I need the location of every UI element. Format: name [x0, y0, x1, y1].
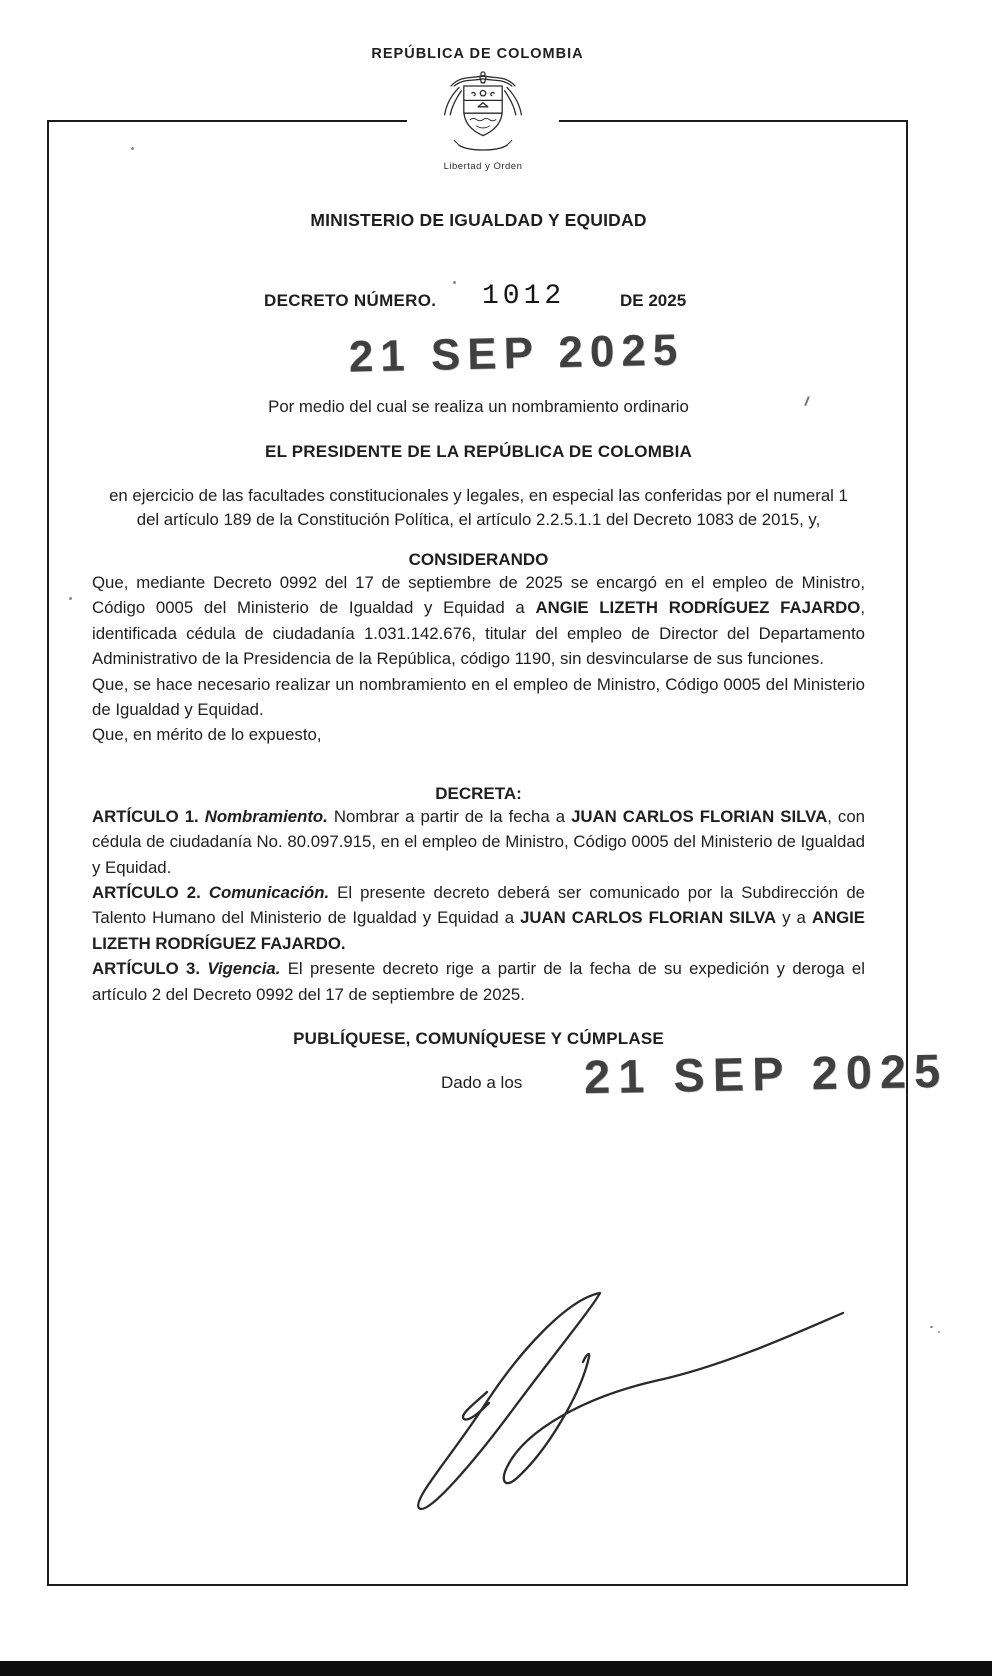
article-3 — [92, 956, 865, 1007]
article-label: ARTÍCULO 2. — [92, 883, 209, 903]
publish-heading: PUBLÍQUESE, COMUNÍQUESE Y CÚMPLASE — [293, 1029, 664, 1049]
subject-text: Por medio del cual se realiza un nombramiento ordinario — [268, 397, 689, 416]
considerando-paragraph-1 — [92, 570, 865, 672]
republic-header: REPÚBLICA DE COLOMBIA — [371, 46, 584, 62]
coat-of-arms — [407, 68, 559, 172]
subject-line — [92, 396, 865, 417]
considerando-heading: CONSIDERANDO — [408, 550, 549, 569]
appointee-name: ANGIE LIZETH RODRÍGUEZ FAJARDO. — [92, 908, 865, 953]
appointee-name: JUAN CARLOS FLORIAN SILVA — [520, 908, 777, 928]
considerando-paragraph-2: Que, se hace necesario realizar un nombramiento en el empleo de Ministro, Código 0005 del Ministerio de Igualdad y Equidad. — [92, 674, 865, 720]
article-label: ARTÍCULO 1. — [92, 806, 205, 826]
article-label: ARTÍCULO 3. — [92, 959, 208, 979]
decree-number-line — [92, 281, 865, 318]
article-1 — [92, 804, 865, 880]
given-label: Dado a los — [441, 1073, 523, 1093]
date-stamp-top: 21 SEP 2025 — [348, 325, 685, 382]
article-2 — [92, 880, 865, 956]
ministry-title: MINISTERIO DE IGUALDAD Y EQUIDAD — [310, 210, 647, 230]
date-stamp-bottom: 21 SEP 2025 — [583, 1043, 949, 1104]
coat-of-arms-icon — [435, 68, 531, 160]
decree-label: DECRETO NÚMERO. — [264, 291, 437, 310]
crest-motto: Libertad y Orden — [443, 161, 523, 172]
article-text: y a — [776, 908, 812, 928]
paragraph-text: Que, mediante Decreto 0992 del 17 de septiembre de 2025 se encargó en el empleo de Ministro, Código 0005 del Ministerio de Igualdad y Equidad a — [92, 573, 865, 618]
article-title: Vigencia. — [207, 959, 288, 979]
issuer-title: EL PRESIDENTE DE LA REPÚBLICA DE COLOMBIA — [265, 442, 692, 461]
scan-speck — [930, 1326, 933, 1328]
decree-number: 1012 — [482, 281, 566, 312]
article-text: Nombrar a partir de la fecha a — [333, 806, 572, 826]
article-text: , con cédula de ciudadanía No. 80.097.915, en el empleo de Ministro, Código 0005 del Ministerio de Igualdad y Equidad. — [92, 806, 865, 877]
article-title: Nombramiento. — [204, 806, 334, 826]
signature — [395, 1280, 860, 1525]
article-title: Comunicación. — [208, 883, 338, 903]
appointee-name: ANGIE LIZETH RODRÍGUEZ FAJARDO — [535, 598, 861, 618]
article-text: El presente decreto deberá ser comunicado por la Subdirección de Talento Humano del Ministerio de Igualdad y Equidad a — [92, 883, 865, 928]
scan-speck — [938, 1331, 940, 1333]
article-text: El presente decreto rige a partir de la fecha de su expedición y deroga el artículo 2 del Decreto 0992 del 17 de septiembre de 2025. — [92, 959, 865, 1004]
scan-tick-mark — [804, 396, 809, 406]
decreta-heading: DECRETA: — [435, 783, 522, 803]
decree-year: DE 2025 — [620, 291, 687, 310]
given-line — [92, 1043, 949, 1104]
paragraph-text: , identificada cédula de ciudadanía 1.031.142.676, titular del empleo de Director del Departamento Administrativo de la Presidencia de la República, código 1190, sin desvincularse de sus funciones. — [92, 598, 865, 669]
considerando-paragraph-3: Que, en mérito de lo expuesto, — [92, 725, 322, 745]
preamble: en ejercicio de las facultades constitucionales y legales, en especial las conferidas por el numeral 1 del artículo 189 de la Constitución Política, el artículo 2.2.5.1.1 del Decreto 1083 de 2015, y, — [109, 486, 848, 529]
appointee-name: JUAN CARLOS FLORIAN SILVA — [571, 806, 828, 826]
bottom-scan-bar — [0, 1661, 992, 1676]
